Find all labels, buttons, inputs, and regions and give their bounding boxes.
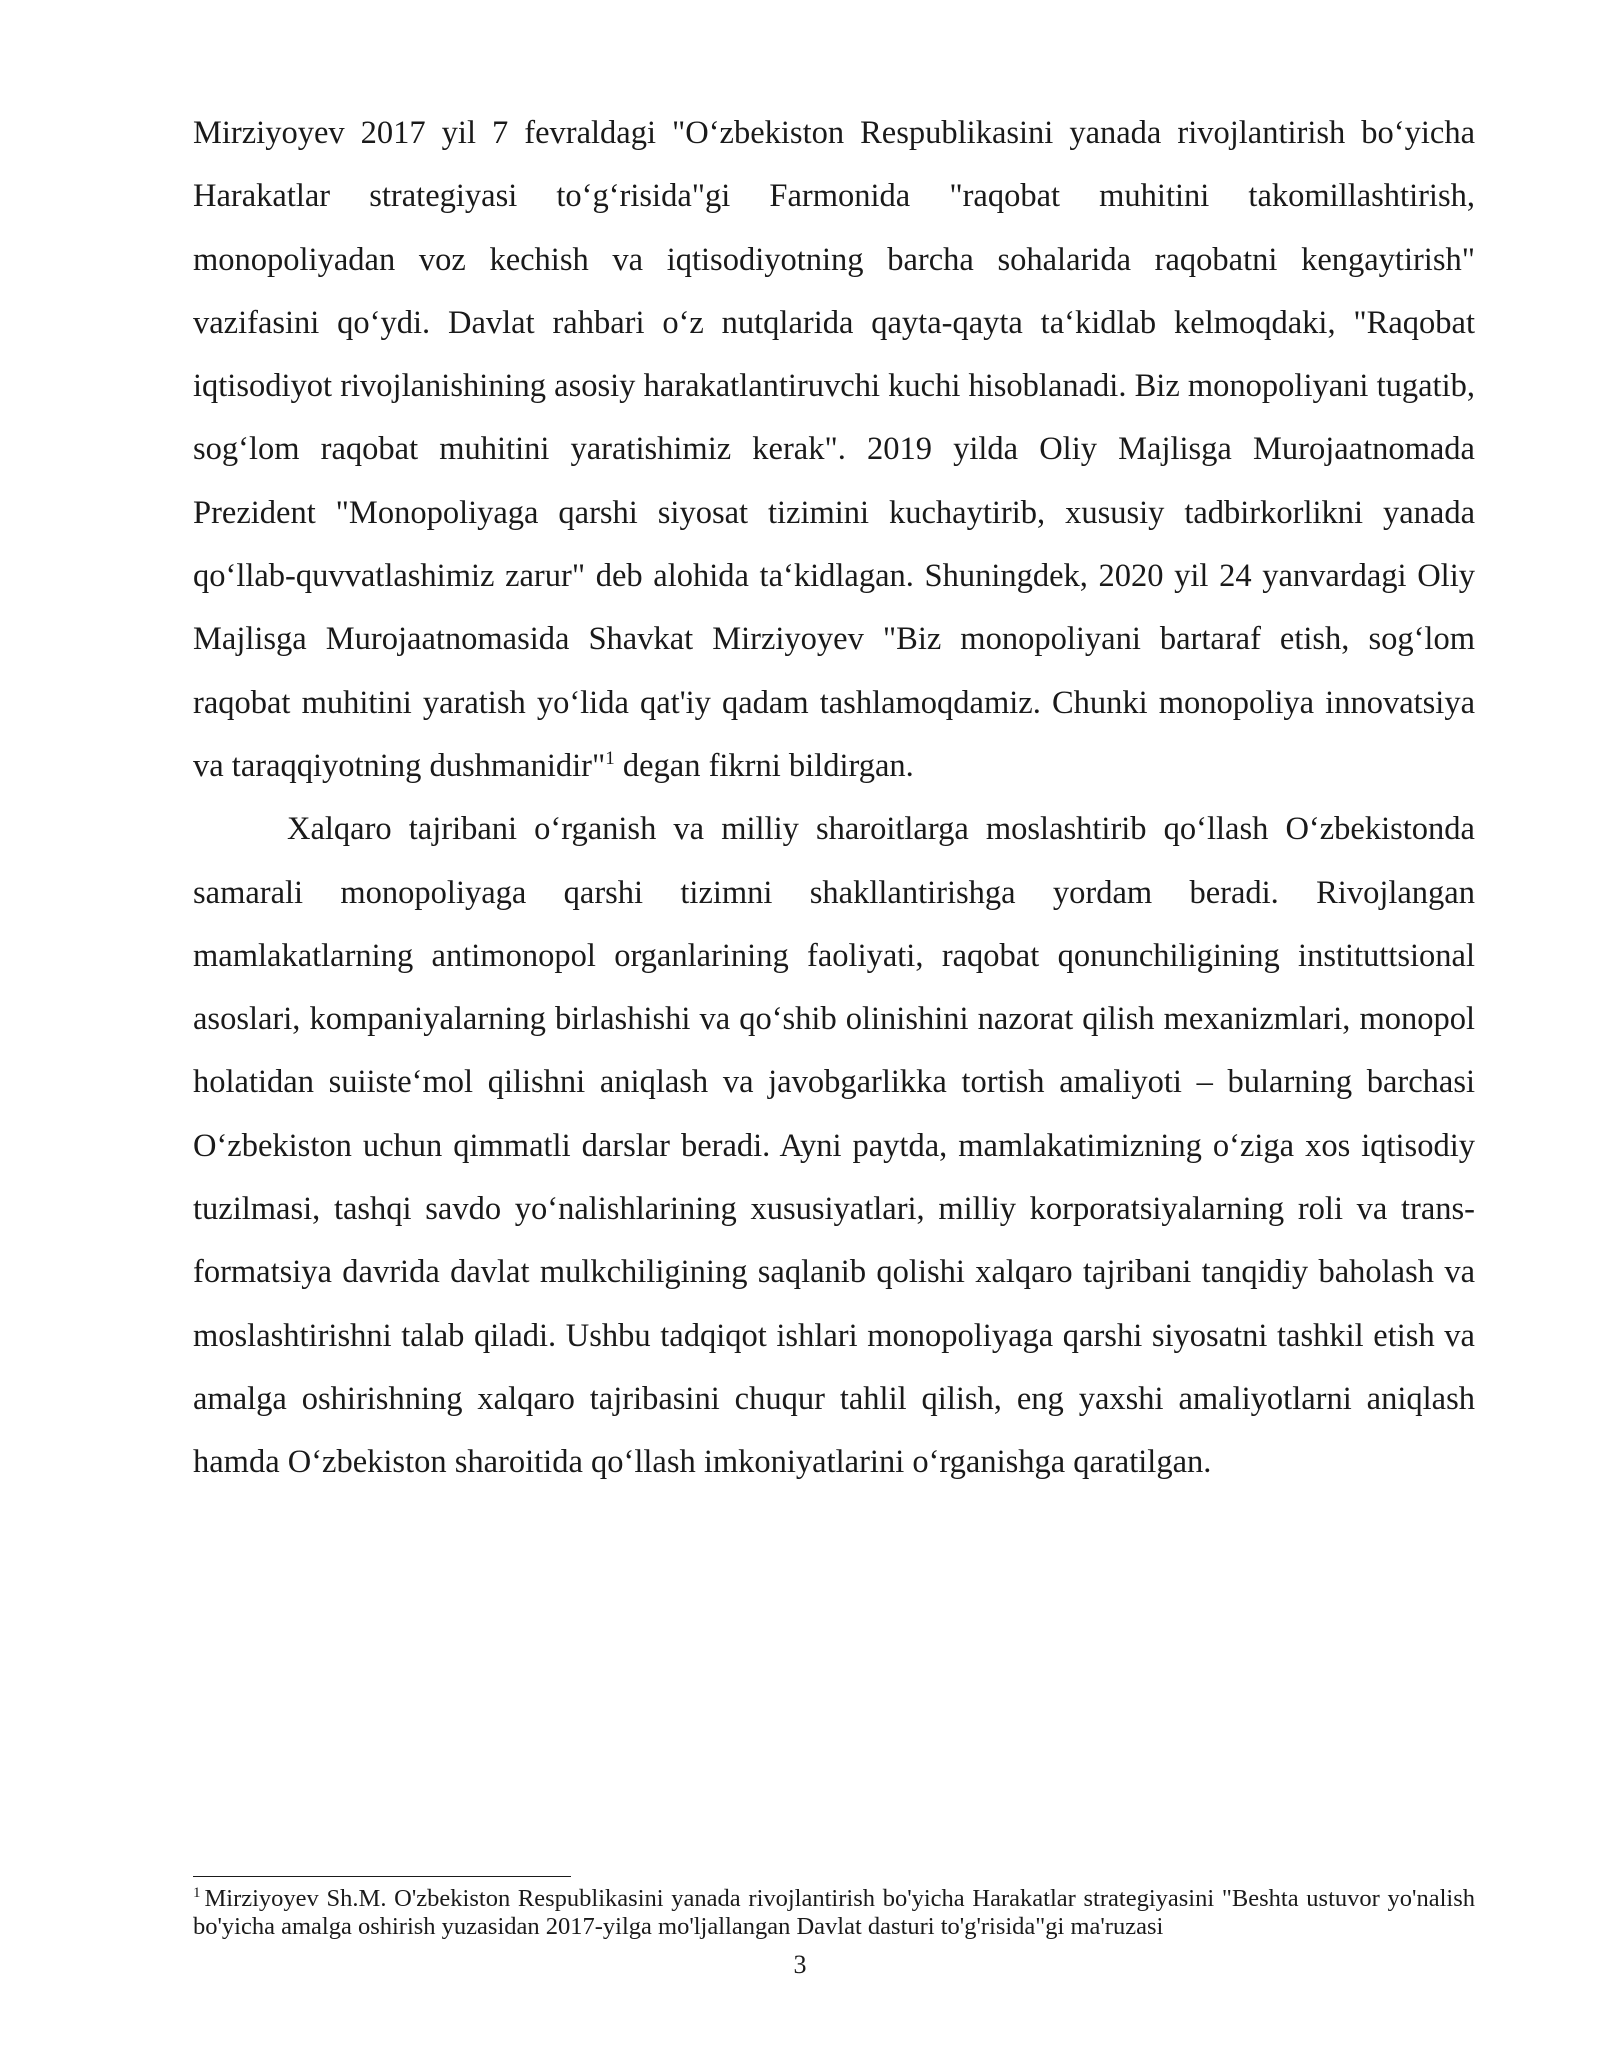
paragraph-1 [193,102,1475,798]
footnote-reference[interactable]: 1 [605,747,615,769]
paragraph-1-text: Mirziyoyev 2017 yil 7 fevraldagi "O‘zbekiston Respublikasini yanada rivojlantirish bo‘yicha Harakatlar strategiyasi to‘g‘risida"gi Farmonida "raqobat muhitini takomillashtirish, monopoliyadan voz kechish va iqtisodiyotning barcha sohalarida raqobatni kengaytirish" vazifasini qo‘ydi. Davlat rahbari o‘z nutqlarida qayta-qayta ta‘kidlab kelmoqdaki, "Raqobat iqtisodiyot rivojlanishining asosiy harakatlantiruvchi kuchi hisoblanadi. Biz monopoliyani tugatib, sog‘lom raqobat muhitini yaratishimiz kerak". 2019 yilda Oliy Majlisga Murojaatnomada Prezident "Monopoliyaga qarshi siyosat tizimini kuchaytirib, xususiy tadbirkorlikni yanada qo‘llab-quvvatlashimiz zarur" deb alohida ta‘kidlagan. Shuningdek, 2020 yil 24 yanvardagi Oliy Majlisga Murojaatnomasida Shavkat Mirziyoyev "Biz monopoliyani bartaraf etish, sog‘lom raqobat muhitini yaratish yo‘lida qat'iy qadam tashlamoqdamiz. Chunki monopoliya innovatsiya va taraqqiyotning dushmanidir" [193,115,1475,784]
page-number: 3 [793,1950,807,1979]
footnote [193,1885,1475,1941]
paragraph-1-text-end: degan fikrni bildirgan. [614,747,914,784]
footnote-text: Mirziyoyev Sh.M. O'zbekiston Respublikasini yanada rivojlantirish bo'yicha Harakatlar strategiyasini "Beshta ustuvor yo'nalish bo'yicha amalga oshirish yuzasidan 2017-yilga mo'ljallangan Davlat dasturi to'g'risida"gi ma'ruzasi [193,1885,1475,1940]
paragraph-2: Xalqaro tajribani o‘rganish va milliy sharoitlarga moslashtirib qo‘llash O‘zbekistonda samarali monopoliyaga qarshi tizimni shakllantirishga yordam beradi. Rivojlangan mamlakatlarning antimonopol organlarining faoliyati, raqobat qonunchiligining instituttsional asoslari, kompaniyalarning birlashishi va qo‘shib olinishini nazorat qilish mexanizmlari, monopol holatidan suiiste‘mol qilishni aniqlash va javobgarlikka tortish amaliyoti – bularning barchasi O‘zbekiston uchun qimmatli darslar beradi. Ayni paytda, mamlakatimizning o‘ziga xos iqtisodiy tuzilmasi, tashqi savdo yo‘nalishlarining xususiyatlari, milliy korporatsiyalarning roli va trans-formatsiya davrida davlat mulkchiligining saqlanib qolishi xalqaro tajribani tanqidiy baholash va moslashtirishni talab qiladi. Ushbu tadqiqot ishlari monopoliyaga qarshi siyosatni tashkil etish va amalga oshirishning xalqaro tajribasini chuqur tahlil qilish, eng yaxshi amaliyotlarni aniqlash hamda O‘zbekiston sharoitida qo‘llash imkoniyatlarini o‘rganishga qaratilgan. [193,811,1475,1481]
body-text [193,102,1475,1495]
footnote-separator [193,1876,571,1877]
footnote-marker: 1 [193,1885,201,1901]
